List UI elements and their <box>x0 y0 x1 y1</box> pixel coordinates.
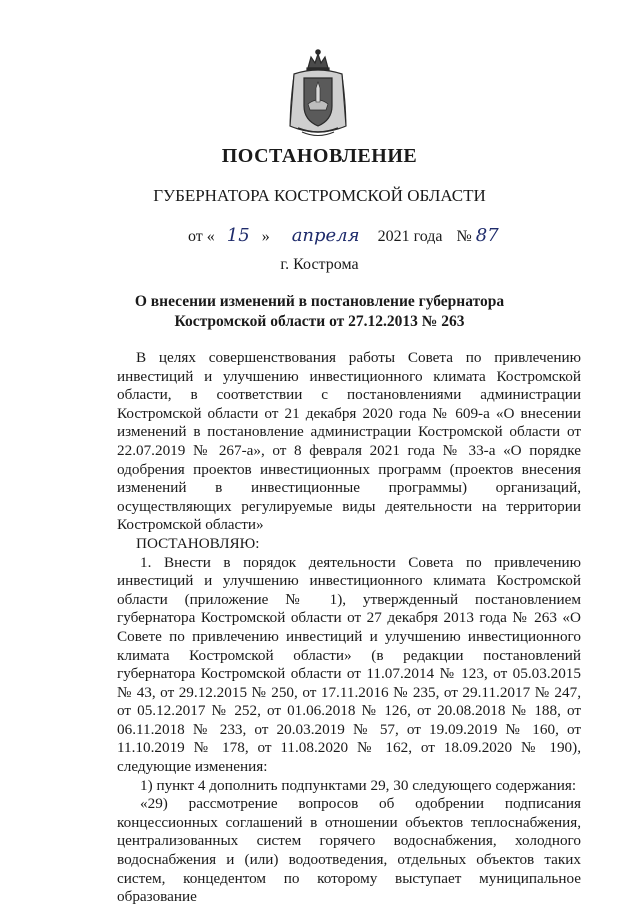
heading-line-2: Костромской области от 27.12.2013 № 263 <box>174 313 465 330</box>
document-body <box>117 349 581 907</box>
date-day: 15 <box>226 225 250 246</box>
issuer-name: ГУБЕРНАТОРА КОСТРОМСКОЙ ОБЛАСТИ <box>153 186 486 205</box>
document-title: ПОСТАНОВЛЕНИЕ <box>221 145 418 167</box>
city-name: г. Кострома <box>280 256 359 273</box>
document-heading <box>0 292 639 332</box>
coat-of-arms-emblem <box>282 48 354 140</box>
heading-line-1: О внесении изменений в постановление губернатора <box>134 293 505 310</box>
number-label: № <box>456 228 472 245</box>
document-number: 87 <box>475 225 499 246</box>
date-mid: » <box>261 228 270 245</box>
clause-1-paragraph: 1. Внести в порядок деятельности Совета по привлечению инвестиций и улучшению инвестиционного климата Костромской области (приложение № 1), утвержденный постановлением губернатора Костромской области от 27 декабря 2013 года № 263 «О Совете по привлечению инвестиций и улучшению инвестиционного климата Костромской области» (в редакции постановлений губернатора Костромской области от 11.07.2014 № 123, от 05.03.2015 № 43, от 29.12.2015 № 250, от 17.11.2016 № 235, от 29.11.2017 № 247, от 05.12.2017 № 252, от 01.06.2018 № 126, от 20.08.2018 № 188, от 06.11.2018 № 233, от 20.03.2019 № 57, от 19.09.2019 № 160, от 11.10.2019 № 178, от 11.08.2020 № 162, от 18.09.2020 № 190), следующие изменения: <box>117 553 581 776</box>
date-year: 2021 года <box>377 228 443 245</box>
preamble-paragraph: В целях совершенствования работы Совета по привлечению инвестиций и улучшению инвестиционного климата Костромской области, в соответствии с постановлениями администрации Костромской области от 21 декабря 2020 года № 609-а «О внесении изменений в постановление администрации Костромской области от 22.07.2019 № 267-а», от 8 февраля 2021 года № 33-а «О порядке одобрения проектов инвестиционных программ (проектов внесения изменений в инвестиционные программы) организаций, осуществляющих регулируемые виды деятельности на территории Костромской области» <box>117 349 581 534</box>
date-line <box>188 225 528 246</box>
date-month: апреля <box>291 225 360 246</box>
subclause-1-paragraph: 1) пункт 4 дополнить подпунктами 29, 30 следующего содержания: <box>140 776 577 794</box>
subclause-29-paragraph: «29) рассмотрение вопросов об одобрении подписания концессионных соглашений в отношении объектов теплоснабжения, централизованных систем горячего водоснабжения, холодного водоснабжения и (или) водоотведения, отдельных объектов таких систем, концедентом по которому выступает муниципальное образование <box>117 795 581 906</box>
date-prefix: от « <box>188 228 215 245</box>
decree-word: ПОСТАНОВЛЯЮ: <box>136 534 260 552</box>
